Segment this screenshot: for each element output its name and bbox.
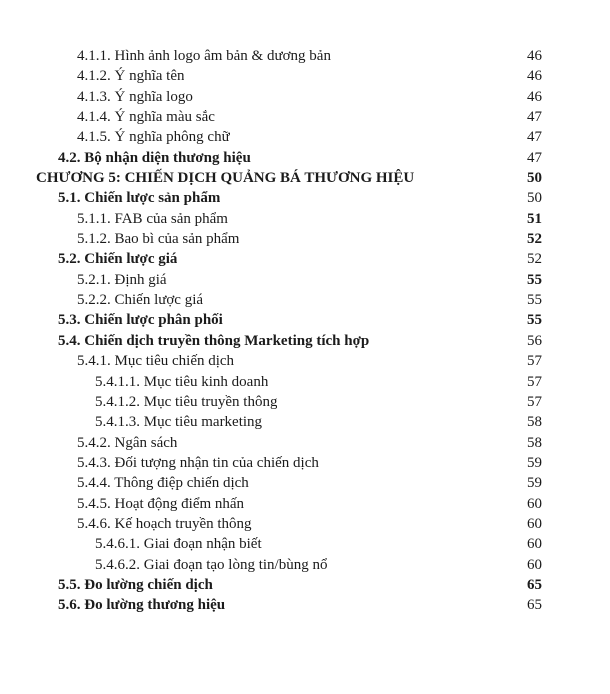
- toc-entry-page-number: 52: [527, 231, 542, 248]
- toc-entry: [0, 453, 542, 473]
- toc-entry-page-number: 57: [527, 393, 542, 410]
- toc-entry-page-number: 47: [527, 129, 542, 146]
- toc-entry-page-number: 51: [527, 210, 542, 227]
- toc-entry-label: 4.1.1. Hình ảnh logo âm bản & dương bản: [77, 48, 331, 64]
- toc-entry: [0, 351, 542, 371]
- toc-entry-label: CHƯƠNG 5: CHIẾN DỊCH QUẢNG BÁ THƯƠNG HIỆU: [36, 170, 415, 187]
- toc-entry: [0, 249, 542, 269]
- toc-entry: [0, 534, 542, 554]
- toc-entry-label: 5.1.1. FAB của sản phẩm: [77, 210, 228, 227]
- toc-entry-page-number: 59: [527, 475, 542, 492]
- toc-entry-label: 5.4.1. Mục tiêu chiến dịch: [77, 353, 235, 370]
- toc-entry: [0, 229, 542, 249]
- toc-entry-label: 4.1.3. Ý nghĩa logo: [77, 88, 193, 105]
- toc-entry-page-number: 60: [527, 536, 542, 553]
- toc-entry-page-number: 65: [527, 597, 542, 614]
- toc-entry-page-number: 55: [527, 292, 542, 309]
- toc-entry-label: 5.4.5. Hoạt động điểm nhấn: [77, 495, 245, 512]
- toc-entry: [0, 46, 542, 66]
- toc-entry-label: 4.1.2. Ý nghĩa tên: [77, 68, 185, 85]
- toc-entry-label: 4.2. Bộ nhận diện thương hiệu: [58, 149, 251, 166]
- toc-entry: [0, 209, 542, 229]
- toc-entry: [0, 127, 542, 147]
- toc-entry-page-number: 58: [527, 414, 542, 431]
- toc-entry-page-number: 55: [527, 312, 542, 329]
- toc-entry: [0, 188, 542, 208]
- toc-entry-label: 5.4.2. Ngân sách: [77, 434, 178, 451]
- toc-entry-page-number: 52: [527, 251, 542, 268]
- toc-entry-label: 5.1. Chiến lược sản phẩm: [58, 190, 221, 207]
- toc-entry: [0, 494, 542, 514]
- toc-entry-page-number: 47: [527, 149, 542, 166]
- toc-entry-label: 5.3. Chiến lược phân phối: [58, 312, 223, 329]
- toc-entry: [0, 412, 542, 432]
- toc-entry-label: 5.4.6. Kế hoạch truyền thông: [77, 515, 252, 532]
- toc-entry: [0, 148, 542, 168]
- toc-entry-label: 5.4. Chiến dịch truyền thông Marketing tích hợp: [58, 332, 370, 349]
- toc-entry: [0, 392, 542, 412]
- toc-entry-label: 5.1.2. Bao bì của sản phẩm: [77, 231, 240, 248]
- toc-entry: [0, 433, 542, 453]
- toc-entry-page-number: 58: [527, 434, 542, 451]
- toc-entry-label: 4.1.4. Ý nghĩa màu sắc: [77, 109, 215, 126]
- toc-entry-page-number: 46: [527, 68, 542, 85]
- toc-entry-page-number: 46: [527, 48, 542, 64]
- toc-entry: [0, 372, 542, 392]
- toc-entry-page-number: 46: [527, 88, 542, 105]
- toc-entry-page-number: 50: [527, 170, 542, 187]
- toc-entry: [0, 514, 542, 534]
- toc-entry-page-number: 57: [527, 373, 542, 390]
- toc-entry-page-number: 65: [527, 576, 542, 593]
- toc-entry-list: [0, 46, 542, 616]
- table-of-contents: [0, 46, 542, 616]
- toc-entry-label: 5.4.1.2. Mục tiêu truyền thông: [95, 393, 278, 410]
- toc-entry-label: 5.2.1. Định giá: [77, 271, 167, 288]
- toc-entry: [0, 595, 542, 615]
- toc-entry-label: 4.1.5. Ý nghĩa phông chữ: [77, 129, 230, 146]
- toc-entry: [0, 290, 542, 310]
- toc-entry-label: 5.4.6.1. Giai đoạn nhận biết: [95, 536, 262, 553]
- toc-entry-label: 5.4.4. Thông điệp chiến dịch: [77, 475, 249, 492]
- toc-entry-label: 5.4.1.1. Mục tiêu kinh doanh: [95, 373, 269, 390]
- toc-entry: [0, 473, 542, 493]
- toc-entry: [0, 555, 542, 575]
- toc-entry: [0, 87, 542, 107]
- toc-entry-label: 5.5. Đo lường chiến dịch: [58, 576, 213, 593]
- toc-entry-label: 5.4.6.2. Giai đoạn tạo lòng tin/bùng nổ: [95, 556, 328, 573]
- toc-entry-label: 5.4.3. Đối tượng nhận tin của chiến dịch: [77, 454, 319, 471]
- toc-entry-page-number: 47: [527, 109, 542, 126]
- toc-entry-page-number: 60: [527, 495, 542, 512]
- toc-entry: [0, 107, 542, 127]
- toc-entry-page-number: 60: [527, 515, 542, 532]
- toc-entry: [0, 66, 542, 86]
- toc-entry: [0, 270, 542, 290]
- toc-entry-page-number: 50: [527, 190, 542, 207]
- toc-entry: [0, 168, 542, 188]
- toc-entry-page-number: 55: [527, 271, 542, 288]
- toc-entry: [0, 310, 542, 330]
- toc-entry: [0, 331, 542, 351]
- toc-entry-page-number: 57: [527, 353, 542, 370]
- toc-entry-label: 5.6. Đo lường thương hiệu: [58, 597, 226, 614]
- toc-entry-page-number: 56: [527, 332, 542, 349]
- toc-entry-label: 5.4.1.3. Mục tiêu marketing: [95, 414, 263, 431]
- toc-entry-label: 5.2. Chiến lược giá: [58, 251, 178, 268]
- toc-entry-page-number: 59: [527, 454, 542, 471]
- toc-entry-label: 5.2.2. Chiến lược giá: [77, 292, 204, 309]
- toc-entry-page-number: 60: [527, 556, 542, 573]
- toc-entry: [0, 575, 542, 595]
